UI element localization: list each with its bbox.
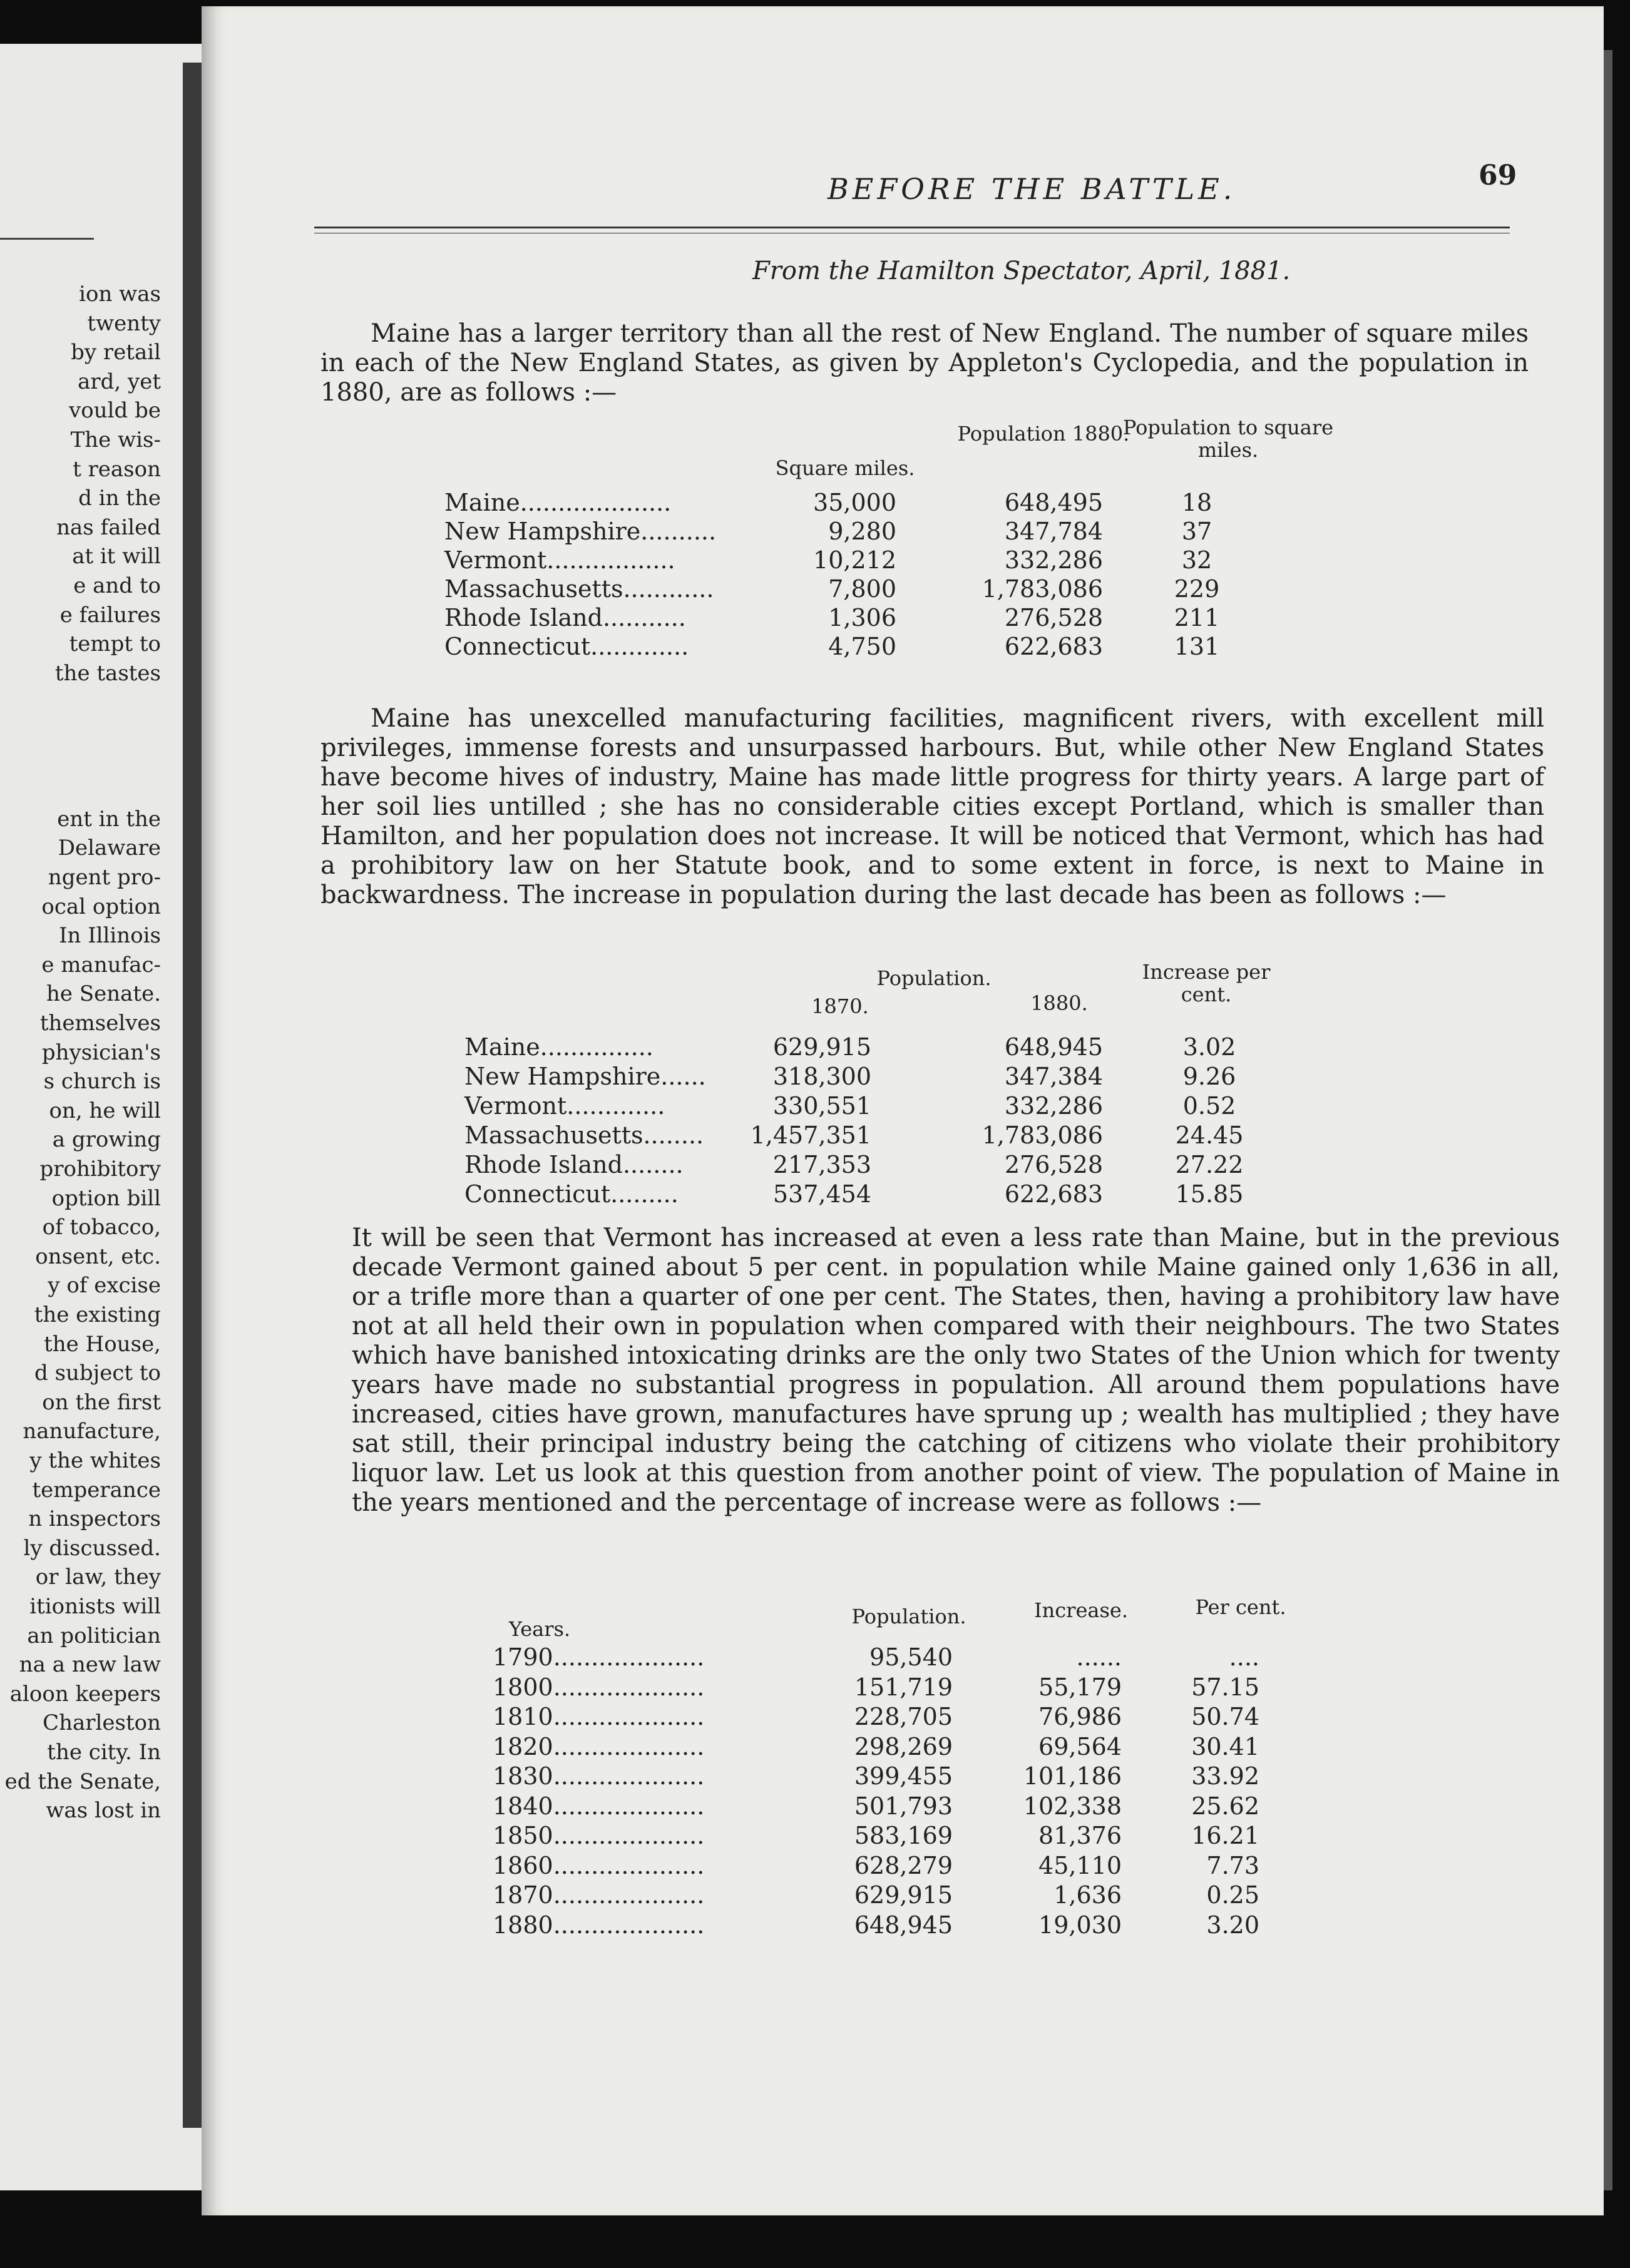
table2-pop-1880: 622,683: [1004, 1180, 1103, 1208]
table2-header-increase: Increase per cent.: [1142, 960, 1271, 1006]
left-page-line: onsent, etc.: [35, 1244, 161, 1269]
table3-increase: 76,986: [1038, 1703, 1122, 1730]
table2-pop-1870: 537,454: [772, 1180, 871, 1208]
table3-percent: ....: [1229, 1643, 1259, 1671]
left-page-line: themselves: [39, 1011, 161, 1036]
left-page-line: ocal option: [41, 894, 161, 919]
table2-increase: 9.26: [1182, 1063, 1236, 1090]
left-page-line: ard, yet: [78, 369, 161, 394]
left-page-line: Delaware: [58, 835, 161, 861]
page-edge: [1604, 50, 1612, 2190]
left-page-line: on the first: [42, 1389, 161, 1415]
table1-population: 276,528: [1004, 604, 1103, 631]
left-page-line: an politician: [27, 1623, 161, 1648]
table1-state: Rhode Island...........: [444, 604, 686, 631]
table2-pop-1870: 318,300: [772, 1063, 871, 1090]
source-line: From the Hamilton Spectator, April, 1881.: [752, 257, 1291, 285]
table1-square-miles: 35,000: [813, 489, 896, 516]
left-page-line: In Illinois: [59, 923, 161, 949]
table2-increase: 15.85: [1175, 1180, 1244, 1208]
table3-population: 399,455: [854, 1762, 953, 1790]
table3-percent: 0.25: [1206, 1881, 1259, 1909]
table1-ratio: 131: [1174, 633, 1220, 660]
table2-header-1880: 1880.: [1030, 991, 1088, 1015]
table3-header-years: Years.: [508, 1617, 571, 1641]
table2-increase: 3.02: [1182, 1033, 1236, 1061]
table1-population: 332,286: [1004, 546, 1103, 574]
table1-state: Massachusetts............: [444, 575, 714, 603]
table1-ratio: 37: [1181, 518, 1212, 545]
left-page-line: ly discussed.: [23, 1535, 161, 1561]
table3-year: 1800....................: [493, 1673, 705, 1701]
page-number: 69: [1479, 160, 1517, 192]
table1-state: New Hampshire..........: [444, 518, 717, 545]
table3-header-percent: Per cent.: [1195, 1595, 1286, 1619]
left-page-line: itionists will: [29, 1594, 161, 1619]
left-page-line: e manufac-: [41, 952, 161, 978]
table3-population: 501,793: [854, 1792, 953, 1820]
left-page-line: the tastes: [54, 660, 161, 686]
table2-pop-1880: 332,286: [1004, 1092, 1103, 1120]
book-gutter: [183, 63, 202, 2128]
left-page-line: of tobacco,: [42, 1215, 161, 1240]
table3-year: 1880....................: [493, 1911, 705, 1939]
table2-state: Vermont.............: [464, 1092, 665, 1120]
left-page-line: the city. In: [47, 1740, 161, 1765]
table3-increase: 69,564: [1038, 1732, 1122, 1760]
table3-population: 228,705: [854, 1703, 953, 1730]
table1-square-miles: 10,212: [813, 546, 896, 574]
left-page-line: d in the: [78, 486, 161, 511]
table2-increase: 0.52: [1182, 1092, 1236, 1120]
table1-state: Maine....................: [444, 489, 672, 516]
left-page-line: at it will: [72, 544, 161, 570]
table3-percent: 7.73: [1206, 1851, 1259, 1879]
left-page-line: temperance: [32, 1477, 161, 1503]
left-page-line: tempt to: [69, 631, 161, 657]
table3-year: 1830....................: [493, 1762, 705, 1790]
left-page-line: on, he will: [49, 1098, 161, 1123]
table2-header-1870: 1870.: [811, 994, 869, 1018]
table3-population: 629,915: [854, 1881, 953, 1909]
table2-pop-1870: 629,915: [772, 1033, 871, 1061]
table3-header-population: Population.: [851, 1605, 966, 1628]
table3-increase: 102,338: [1023, 1792, 1122, 1820]
table2-state: New Hampshire......: [464, 1063, 706, 1090]
table2-pop-1880: 347,384: [1004, 1063, 1103, 1090]
table1-square-miles: 9,280: [828, 518, 896, 545]
left-page-line: nanufacture,: [23, 1419, 161, 1444]
table3-population: 648,945: [854, 1911, 953, 1939]
left-page-line: Charleston: [43, 1710, 161, 1736]
left-page-line: prohibitory: [39, 1157, 161, 1182]
table3-increase: 101,186: [1023, 1762, 1122, 1790]
table3-percent: 16.21: [1191, 1822, 1259, 1849]
table2-state: Massachusetts........: [464, 1121, 704, 1149]
table2-state: Rhode Island........: [464, 1151, 684, 1178]
table3-year: 1870....................: [493, 1881, 705, 1909]
table1-state: Connecticut.............: [444, 633, 689, 660]
table3-population: 95,540: [869, 1643, 953, 1671]
table3-year: 1790....................: [493, 1643, 705, 1671]
table2-pop-1880: 1,783,086: [982, 1121, 1103, 1149]
left-page-line: the House,: [44, 1331, 161, 1357]
left-page-line: aloon keepers: [9, 1681, 161, 1707]
table1-ratio: 229: [1174, 575, 1220, 603]
left-page-line: was lost in: [46, 1798, 161, 1824]
table3-population: 583,169: [854, 1822, 953, 1849]
table3-increase: 81,376: [1038, 1822, 1122, 1849]
table1-population: 347,784: [1004, 518, 1103, 545]
table1-header-ratio: Population to square miles.: [1122, 416, 1334, 462]
left-page-line: a growing: [52, 1127, 161, 1153]
left-page-line: ent in the: [57, 806, 161, 832]
table2-increase: 24.45: [1175, 1121, 1244, 1149]
table2-pop-1870: 217,353: [772, 1151, 871, 1178]
left-page-line: he Senate.: [46, 981, 161, 1007]
left-page-line: nas failed: [56, 514, 161, 540]
table2-state: Connecticut.........: [464, 1180, 679, 1208]
table3-increase: 19,030: [1038, 1911, 1122, 1939]
left-page-line: y of excise: [48, 1273, 161, 1299]
table2-pop-1880: 648,945: [1004, 1033, 1103, 1061]
left-page-line: e failures: [59, 602, 161, 628]
table3-percent: 50.74: [1191, 1703, 1259, 1730]
table1-square-miles: 1,306: [828, 604, 896, 631]
table3-increase: 1,636: [1053, 1881, 1122, 1909]
table1-header-sq: Square miles.: [775, 456, 915, 480]
table2-pop-1870: 1,457,351: [750, 1121, 871, 1149]
table1-ratio: 211: [1174, 604, 1220, 631]
header-rule: [314, 227, 1510, 228]
table1-state: Vermont.................: [444, 546, 675, 574]
table3-year: 1850....................: [493, 1822, 705, 1849]
paragraph-1: Maine has a larger territory than all the rest of New England. The number of square miles in each of the New England States, as given by Appleton's Cyclopedia, and the population in 1880, are as follows :—: [320, 319, 1529, 407]
left-page-line: twenty: [87, 310, 161, 336]
table3-increase: ......: [1076, 1643, 1122, 1671]
table3-percent: 33.92: [1191, 1762, 1259, 1790]
table3-percent: 25.62: [1191, 1792, 1259, 1820]
table3-population: 628,279: [854, 1851, 953, 1879]
table1-ratio: 18: [1181, 489, 1212, 516]
left-page-line: e and to: [73, 573, 161, 598]
left-page-line: by retail: [71, 340, 161, 365]
table3-increase: 55,179: [1038, 1673, 1122, 1701]
table3-year: 1810....................: [493, 1703, 705, 1730]
table1-ratio: 32: [1181, 546, 1212, 574]
table2-header-population: Population.: [876, 966, 992, 990]
table3-increase: 45,110: [1038, 1851, 1122, 1879]
left-page-line: y the whites: [29, 1448, 161, 1473]
left-page-line: vould be: [69, 398, 161, 424]
paragraph-2: Maine has unexcelled manufacturing facilities, magnificent rivers, with excellent mill privileges, immense forests and unsurpassed harbours. But, while other New England States have become hives of industry, Maine has made little progress for thirty years. A large part of her soil lies untilled ; she has no considerable cities except Portland, which is smaller than Hamilton, and her population does not increase. It will be noticed that Vermont, which has had a prohibitory law on her Statute book, and to some extent in force, is next to Maine in backwardness. The increase in population during the last decade has been as follows :—: [320, 704, 1544, 909]
table3-population: 151,719: [854, 1673, 953, 1701]
table3-percent: 3.20: [1206, 1911, 1259, 1939]
table1-square-miles: 7,800: [828, 575, 896, 603]
right-page: [202, 6, 1604, 2215]
left-page-line: t reason: [73, 456, 161, 482]
left-page-line: or law, they: [35, 1565, 161, 1590]
table2-increase: 27.22: [1175, 1151, 1244, 1178]
table3-population: 298,269: [854, 1732, 953, 1760]
table1-square-miles: 4,750: [828, 633, 896, 660]
left-page-line: na a new law: [19, 1652, 161, 1678]
left-page-line: the existing: [34, 1302, 161, 1327]
left-page-line: s church is: [43, 1069, 161, 1095]
left-page-line: ion was: [79, 282, 161, 307]
table3-year: 1860....................: [493, 1851, 705, 1879]
table3-percent: 57.15: [1191, 1673, 1259, 1701]
running-head: BEFORE THE BATTLE.: [828, 172, 1236, 206]
left-page-line: physician's: [41, 1040, 161, 1065]
table1-population: 622,683: [1004, 633, 1103, 660]
left-page-line: d subject to: [34, 1361, 161, 1386]
left-page-rule: [0, 238, 94, 240]
left-page-line: option bill: [51, 1185, 161, 1211]
table1-population: 648,495: [1004, 489, 1103, 516]
table3-header-increase: Increase.: [1033, 1598, 1128, 1622]
table3-year: 1820....................: [493, 1732, 705, 1760]
table1-header-pop: Population 1880.: [957, 422, 1130, 446]
left-page-line: n inspectors: [28, 1506, 161, 1532]
table3-year: 1840....................: [493, 1792, 705, 1820]
paragraph-3: It will be seen that Vermont has increased at even a less rate than Maine, but in the previous decade Vermont gained about 5 per cent. in population while Maine gained only 1,636 in all, or a trifle more than a quarter of one per cent. The States, then, having a prohibitory law have not at all held their own in population when compared with their neighbours. The two States which have banished intoxicating drinks are the only two States of the Union which for twenty years have made no substantial progress in population. All around them populations have increased, cities have grown, manufactures have sprung up ; wealth has multiplied ; they have sat still, their principal industry being the catching of citizens who violate their prohibitory liquor law. Let us look at this question from another point of view. The population of Maine in the years mentioned and the percentage of increase were as follows :—: [352, 1223, 1560, 1517]
table3-percent: 30.41: [1191, 1732, 1259, 1760]
table2-pop-1870: 330,551: [772, 1092, 871, 1120]
left-page-line: ed the Senate,: [4, 1769, 161, 1794]
table2-pop-1880: 276,528: [1004, 1151, 1103, 1178]
left-page-line: ngent pro-: [48, 865, 161, 890]
table2-state: Maine...............: [464, 1033, 654, 1061]
left-page-line: The wis-: [70, 427, 161, 452]
table1-population: 1,783,086: [982, 575, 1103, 603]
